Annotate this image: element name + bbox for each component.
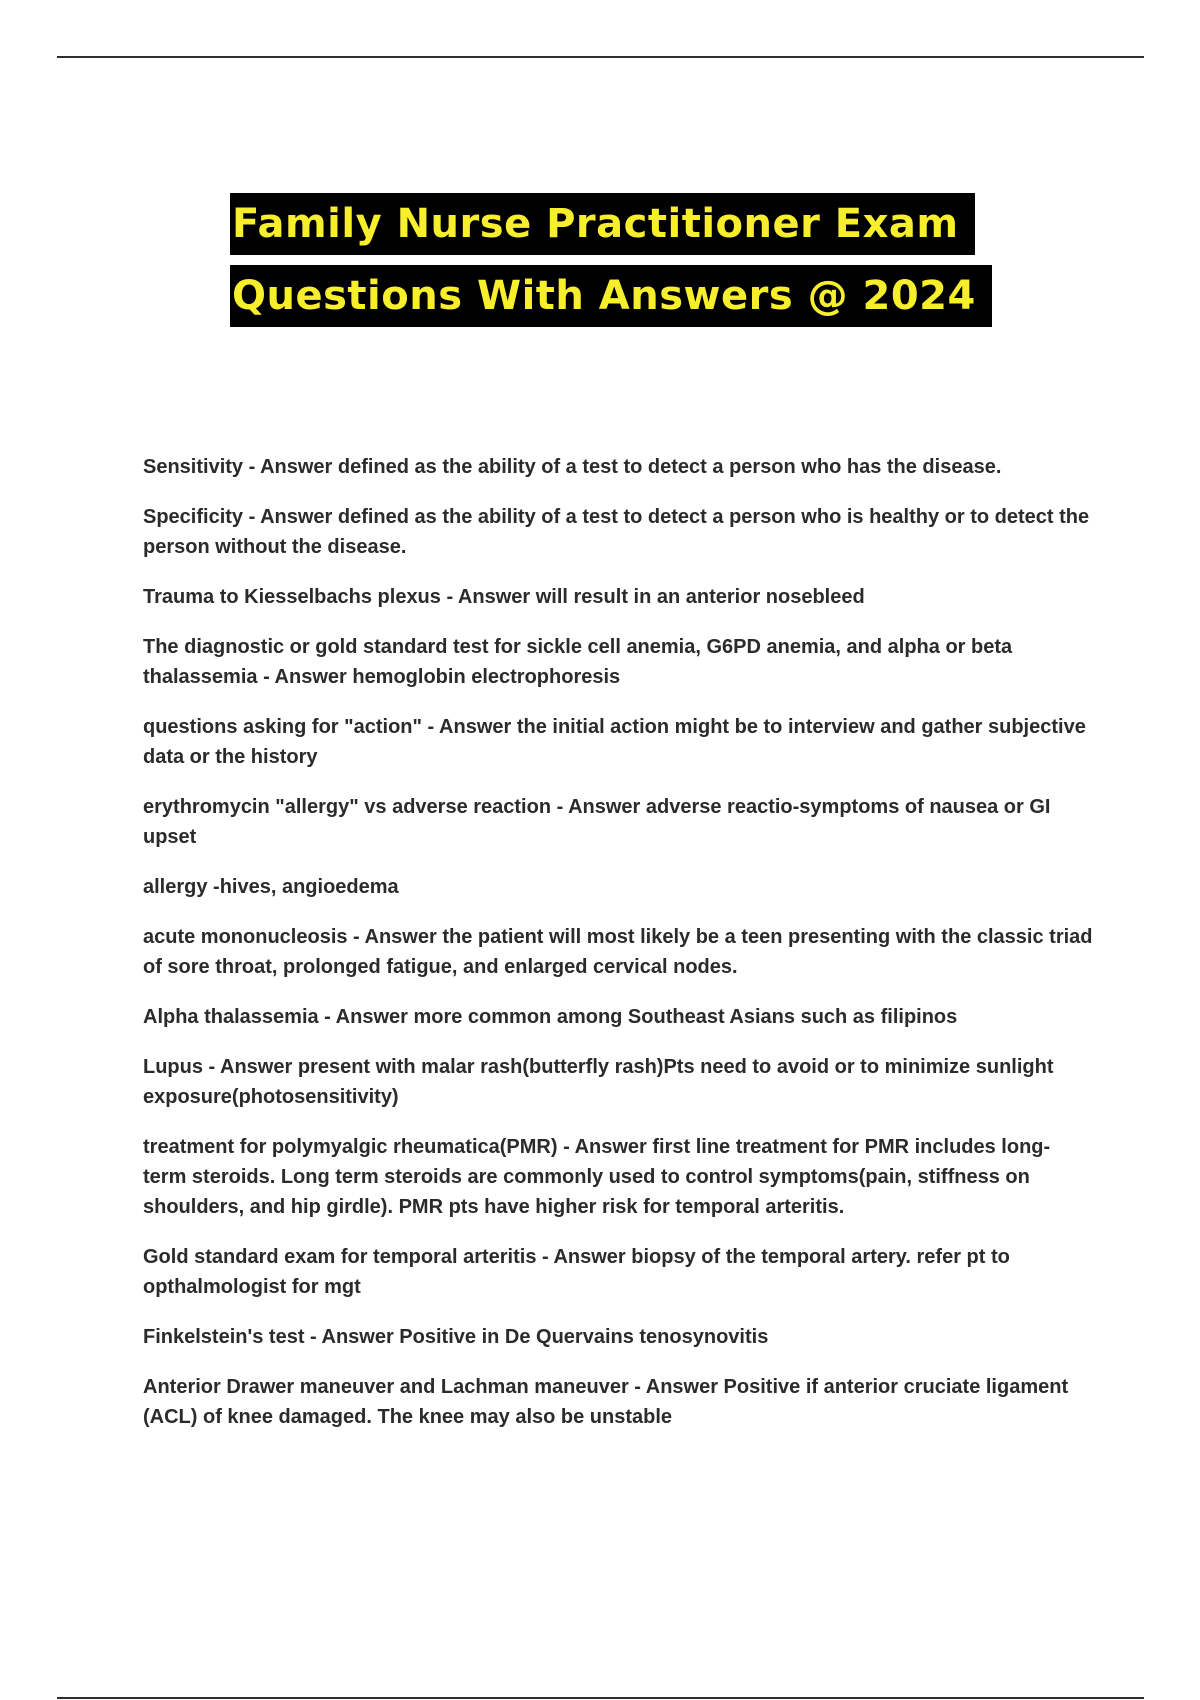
title-row-2 — [230, 265, 1030, 327]
qa-entry-finkelstein: Finkelstein's test - Answer Positive in De Quervains tenosynovitis — [143, 1326, 769, 1348]
title-row-1 — [230, 193, 1030, 255]
qa-entry-erythromycin: erythromycin "allergy" vs adverse reaction - Answer adverse reactio-symptoms of nausea or GI upset — [143, 796, 1051, 848]
title-line-2: Questions With Answers @ 2024 — [230, 265, 992, 327]
qa-entry-alpha-thalassemia: Alpha thalassemia - Answer more common among Southeast Asians such as filipinos — [143, 1006, 958, 1028]
top-rule — [57, 56, 1144, 58]
qa-entry-kiesselbach: Trauma to Kiesselbachs plexus - Answer will result in an anterior nosebleed — [143, 586, 865, 608]
qa-entry-mononucleosis: acute mononucleosis - Answer the patient will most likely be a teen presenting with the classic triad of sore throat, prolonged fatigue, and enlarged cervical nodes. — [143, 926, 1093, 978]
qa-entry-allergy: allergy -hives, angioedema — [143, 876, 399, 898]
title-line-1: Family Nurse Practitioner Exam — [230, 193, 975, 255]
qa-entry-pmr: treatment for polymyalgic rheumatica(PMR) - Answer first line treatment for PMR includes long-term steroids. Long term steroids are commonly used to control symptoms(pain, stiffness on shoulders, and hip girdle). PMR pts have higher risk for temporal arteritis. — [143, 1136, 1051, 1218]
qa-entry-sensitivity: Sensitivity - Answer defined as the ability of a test to detect a person who has the disease. — [143, 456, 1002, 478]
document-title — [230, 193, 1030, 327]
qa-entry-action-questions: questions asking for "action" - Answer the initial action might be to interview and gather subjective data or the history — [143, 716, 1086, 768]
qa-entry-lupus: Lupus - Answer present with malar rash(butterfly rash)Pts need to avoid or to minimize sunlight exposure(photosensitivity) — [143, 1056, 1054, 1108]
qa-entry-anterior-drawer: Anterior Drawer maneuver and Lachman maneuver - Answer Positive if anterior cruciate ligament (ACL) of knee damaged. The knee may also be unstable — [143, 1376, 1069, 1428]
qa-entry-gold-standard-anemia: The diagnostic or gold standard test for sickle cell anemia, G6PD anemia, and alpha or beta thalassemia - Answer hemoglobin electrophoresis — [143, 636, 1013, 688]
qa-entry-temporal-arteritis: Gold standard exam for temporal arteritis - Answer biopsy of the temporal artery. refer pt to opthalmologist for mgt — [143, 1246, 1010, 1298]
qa-entry-specificity: Specificity - Answer defined as the ability of a test to detect a person who is healthy or to detect the person without the disease. — [143, 506, 1090, 558]
bottom-rule — [57, 1697, 1144, 1699]
qa-list — [143, 452, 1093, 1452]
